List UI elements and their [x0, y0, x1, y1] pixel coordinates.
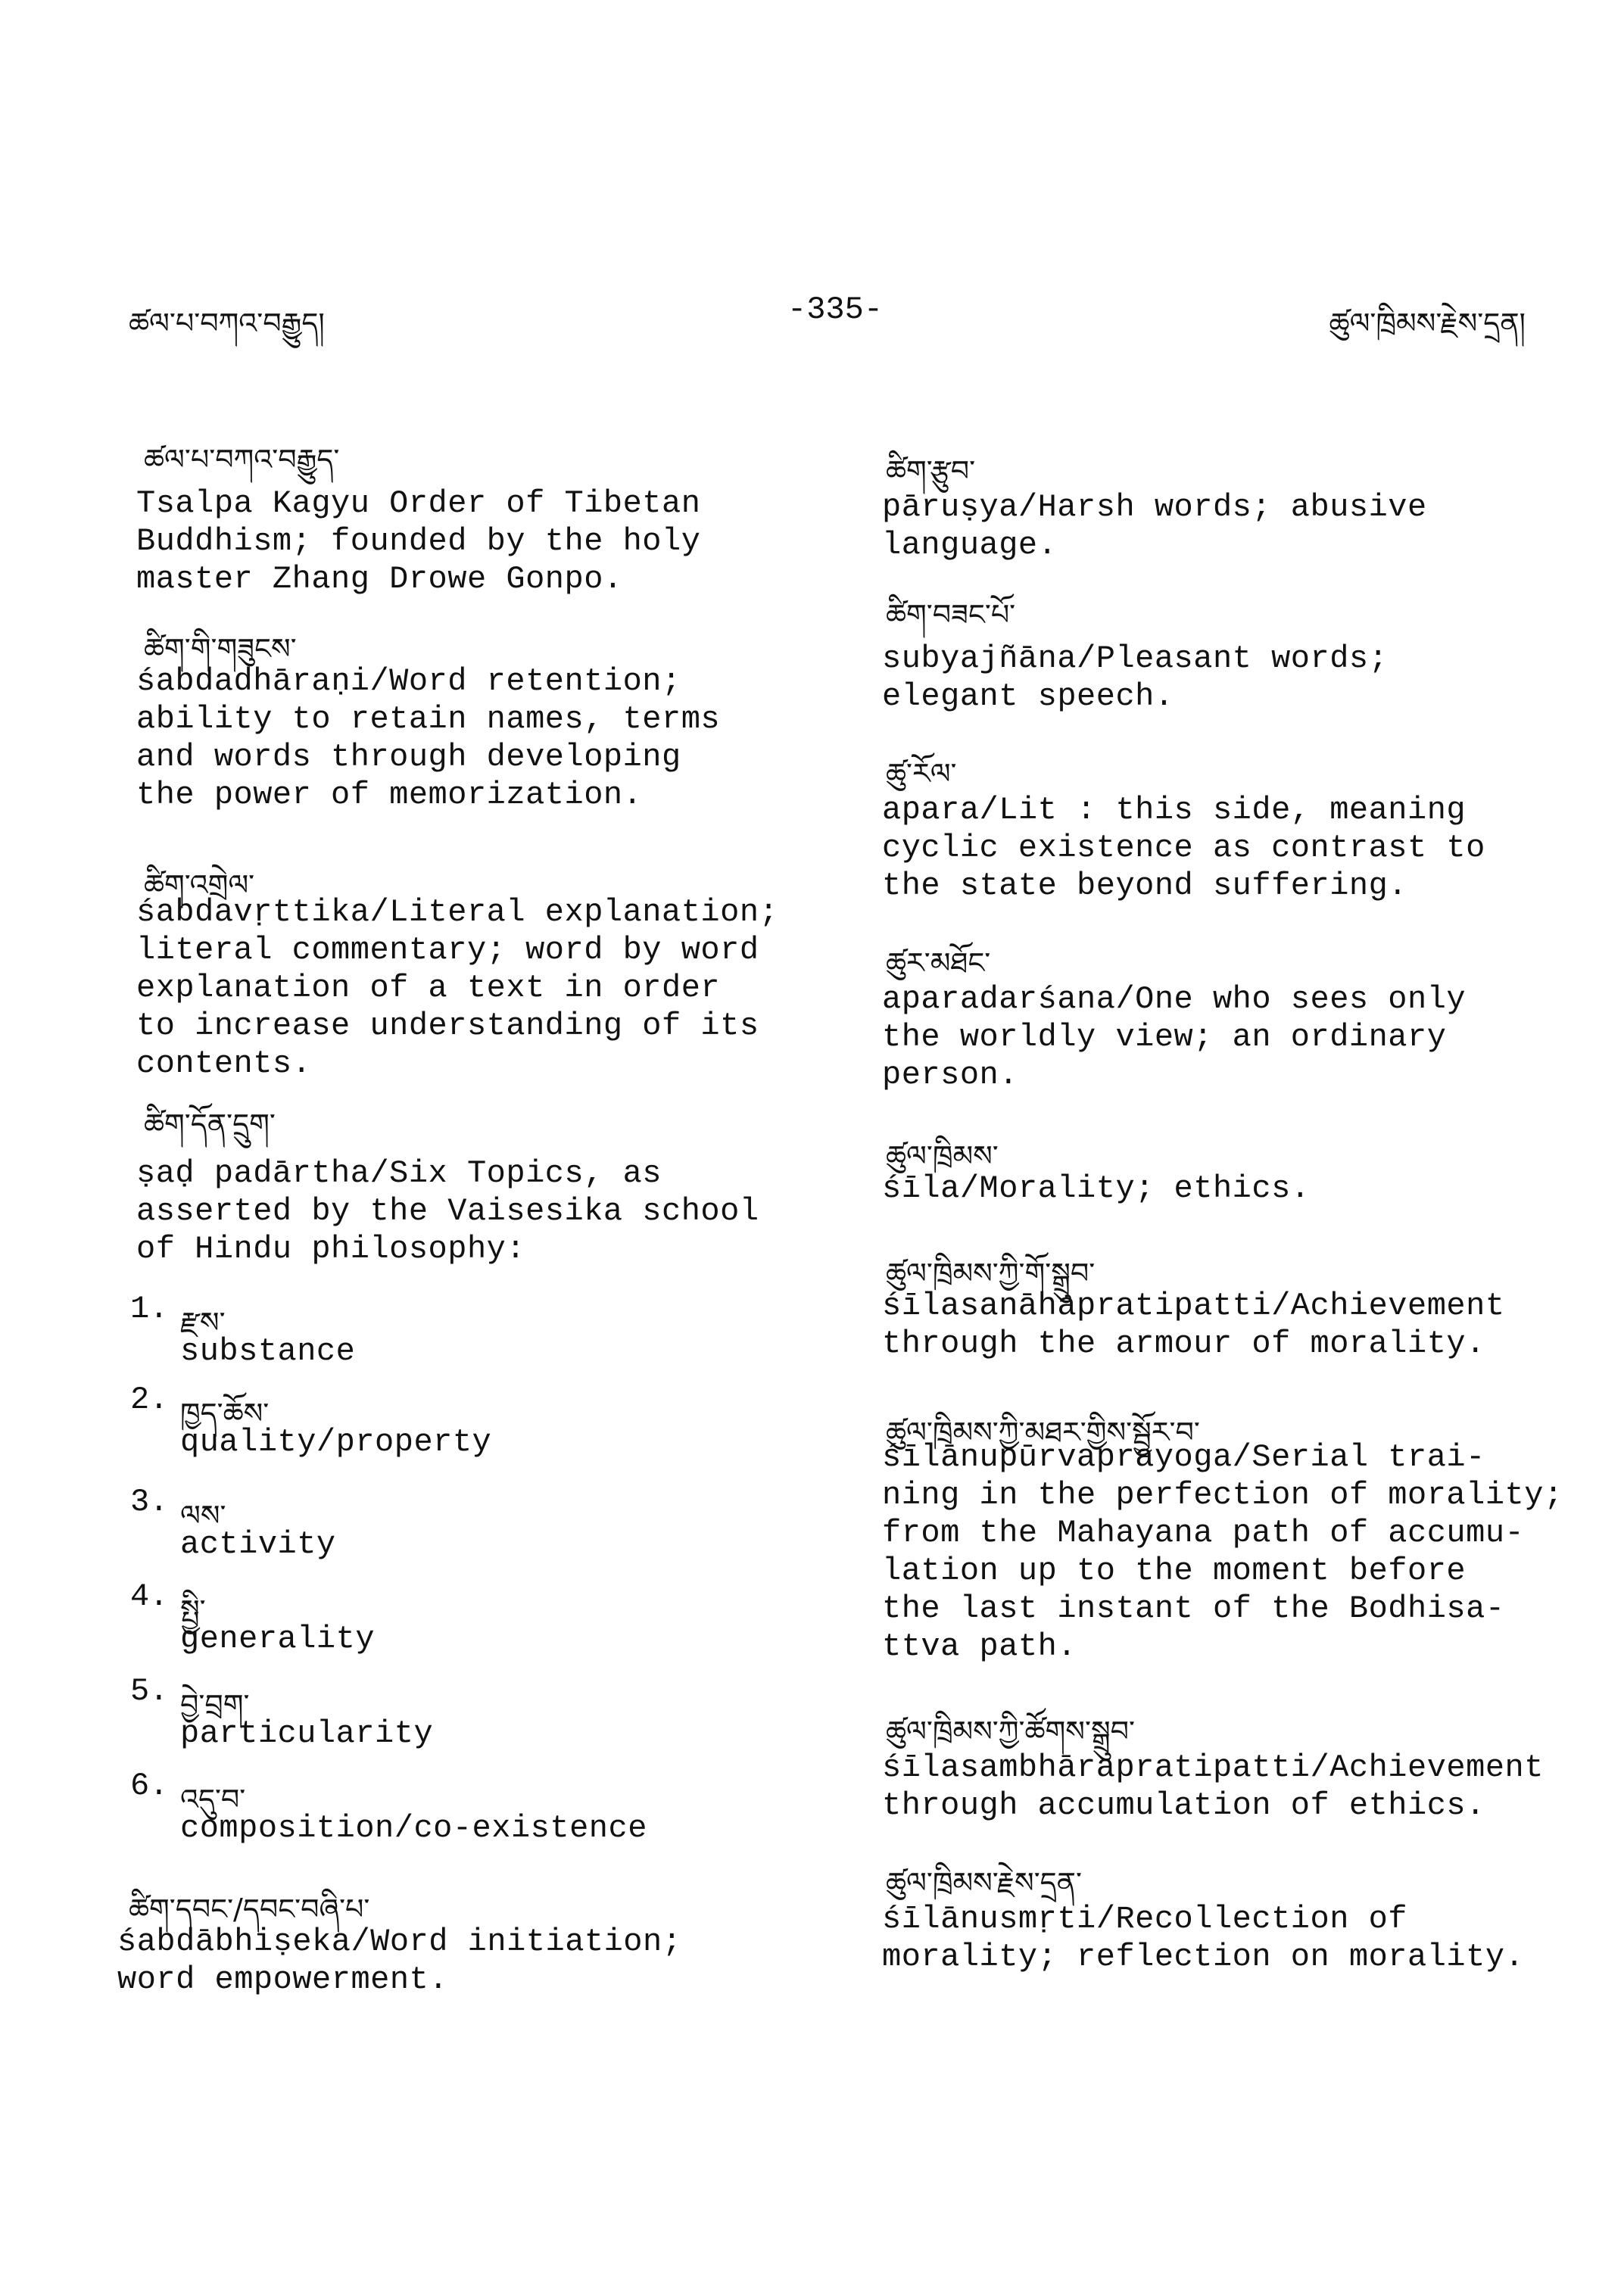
entry-headword-tibetan: ཚུལ་ཁྲིམས་ཀྱི་གོ་སྒྲུབ་ [886, 1257, 1096, 1290]
topic-tibetan: ཁྱད་ཆོས་ [180, 1397, 270, 1430]
entry-headword-tibetan: ཚིག་དབང་/དབང་བཞི་པ་ [129, 1893, 370, 1926]
entry-definition: aparadarśana/One who sees only the worldly view; an ordinary person. [882, 981, 1467, 1093]
entry-definition: ṣaḍ padārtha/Six Topics, as asserted by the Vaisesika school of Hindu philosophy: [136, 1155, 759, 1267]
topic-number: 4. [130, 1578, 169, 1615]
entry-headword-tibetan: ཚིག་བཟང་པོ་ [886, 598, 1016, 631]
running-head-right: ཚུལ་ཁྲིམས་རྗེས་དྲན། [1329, 307, 1526, 340]
topic-tibetan: བྱེ་བྲག་ [180, 1688, 250, 1721]
topic-tibetan: སྤྱི་ [180, 1594, 206, 1627]
topic-number: 1. [130, 1291, 169, 1327]
entry-headword-tibetan: ཚུལ་ཁྲིམས་ཀྱི་ཚོགས་སྒྲུབ་ [886, 1715, 1135, 1748]
topic-tibetan: རྫས་ [180, 1306, 226, 1339]
entry-definition: śīlānusmṛti/Recollection of morality; reflection on morality. [882, 1901, 1525, 1975]
entry-definition: śīlānupūrvaprayoga/Serial trai- ning in the perfection of morality; from the Mahayana path of accumu- lation up to the moment before the last instant of the Bodhisa- ttva path. [882, 1439, 1563, 1665]
entry-headword-tibetan: ཚུལ་ཁྲིམས་ཀྱི་མཐར་གྱིས་སྦྱོར་བ་ [886, 1416, 1200, 1449]
entry-definition: subyajñāna/Pleasant words; elegant speech. [882, 640, 1389, 715]
entry-headword-tibetan: ཚིག་འགྲེལ་ [144, 868, 255, 902]
entry-definition: śīlasambhārapratipatti/Achievement through accumulation of ethics. [882, 1749, 1544, 1824]
page-number: -335- [787, 291, 884, 328]
topic-meaning: generality [180, 1621, 376, 1657]
entry-headword-tibetan: ཚིག་དོན་དྲུག་ [144, 1108, 276, 1141]
topic-tibetan: འདུ་བ་ [180, 1783, 246, 1816]
entry-headword-tibetan: ཚལ་པ་བཀའ་བརྒྱུད་ [144, 443, 340, 476]
topic-number: 3. [130, 1484, 169, 1520]
entry-definition: Tsalpa Kagyu Order of Tibetan Buddhism; founded by the holy master Zhang Drowe Gonpo. [136, 485, 701, 597]
entry-definition: śabdavṛttika/Literal explanation; literal commentary; word by word explanation of a text in order to increase understanding of its contents. [136, 894, 779, 1082]
entry-headword-tibetan: ཚུལ་ཁྲིམས་རྗེས་དྲན་ [886, 1866, 1083, 1899]
entry-headword-tibetan: ཚིག་གི་གཟུངས་ [144, 632, 297, 665]
entry-headword-tibetan: ཚུལ་ཁྲིམས་ [886, 1139, 999, 1173]
entry-definition: śīla/Morality; ethics. [882, 1170, 1311, 1207]
topic-meaning: quality/property [180, 1424, 492, 1460]
entry-definition: apara/Lit : this side, meaning cyclic existence as contrast to the state beyond suffering. [882, 792, 1485, 904]
topic-meaning: composition/co-existence [180, 1810, 647, 1846]
entry-definition: śabdadhāraṇi/Word retention; ability to retain names, terms and words through developing the power of memorization. [136, 663, 721, 813]
topic-number: 5. [130, 1673, 169, 1709]
entry-headword-tibetan: ཚིག་རྩུབ་ [886, 454, 976, 488]
entry-definition: pāruṣya/Harsh words; abusive language. [882, 489, 1427, 563]
entry-definition: śabdābhiṣeka/Word initiation; word empowerment. [117, 1924, 682, 1998]
topic-meaning: activity [180, 1526, 336, 1562]
topic-tibetan: ལས་ [180, 1499, 226, 1532]
topic-number: 6. [130, 1768, 169, 1804]
topic-meaning: particularity [180, 1715, 434, 1752]
topic-number: 2. [130, 1382, 169, 1418]
running-head-left: ཚལ་པ་བཀའ་བརྒྱུད། [129, 307, 325, 340]
entry-headword-tibetan: ཚུར་མཐོང་ [886, 946, 991, 980]
entry-definition: śīlasanāhapratipatti/Achievement through the armour of morality. [882, 1288, 1505, 1362]
topic-meaning: substance [180, 1333, 356, 1369]
entry-headword-tibetan: ཚུ་རོལ་ [886, 757, 957, 790]
